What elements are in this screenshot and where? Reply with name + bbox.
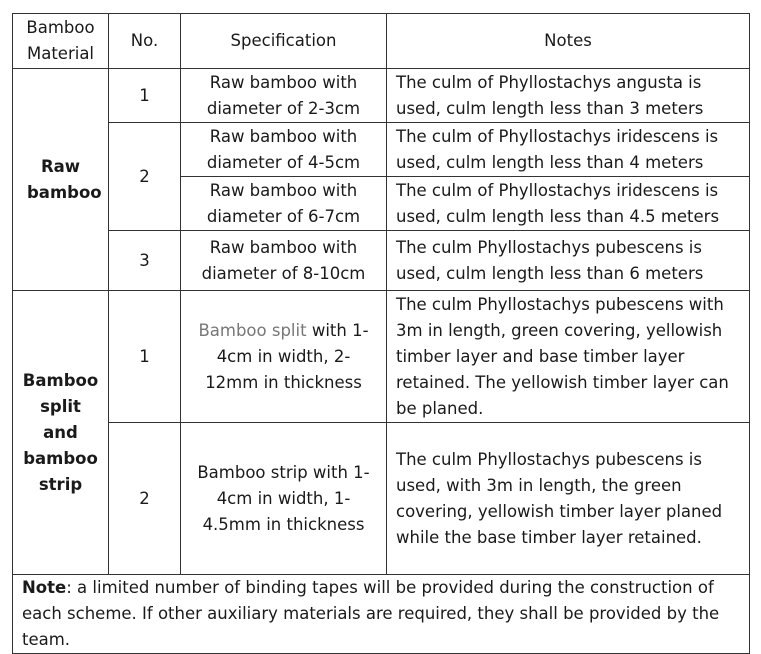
table-row: [13, 423, 750, 575]
row-specification: Bamboo strip with 1-4cm in width, 1-4.5mm in thickness: [181, 423, 387, 575]
row-number: 1: [109, 291, 181, 423]
row-notes: The culm of Phyllostachys angusta is used, culm length less than 3 meters: [387, 69, 750, 123]
header-row: [13, 14, 750, 69]
table-row: [13, 231, 750, 291]
row-number: 2: [109, 123, 181, 231]
row-notes: The culm Phyllostachys pubescens is used, culm length less than 6 meters: [387, 231, 750, 291]
spec-rest: with 1- 4cm in width, 2-12mm in thickness: [205, 320, 369, 392]
header-specification: Specification: [181, 14, 387, 69]
header-no: No.: [109, 14, 181, 69]
row-specification: Raw bamboo with diameter of 2-3cm: [181, 69, 387, 123]
row-notes: The culm of Phyllostachys iridescens is used, culm length less than 4 meters: [387, 123, 750, 177]
material-bamboo-split-strip: Bamboo split and bamboo strip: [13, 291, 109, 575]
row-number: 3: [109, 231, 181, 291]
row-specification: Raw bamboo with diameter of 4-5cm: [181, 123, 387, 177]
row-specification: Raw bamboo with diameter of 6-7cm: [181, 177, 387, 231]
footnote: [13, 575, 750, 654]
footnote-label: Note: [22, 578, 67, 597]
row-number: 2: [109, 423, 181, 575]
row-notes: The culm of Phyllostachys iridescens is used, culm length less than 4.5 meters: [387, 177, 750, 231]
row-notes: The culm Phyllostachys pubescens is used, with 3m in length, the green covering, yellowish timber layer planed while the base timber layer retained.: [387, 423, 750, 575]
material-raw-bamboo: Raw bamboo: [13, 69, 109, 291]
footnote-row: [13, 575, 750, 654]
table-row: [13, 291, 750, 423]
header-material: Bamboo Material: [13, 14, 109, 69]
table-row: [13, 69, 750, 123]
row-notes: The culm Phyllostachys pubescens with 3m in length, green covering, yellowish timber layer and base timber layer retained. The yellowish timber layer can be planed.: [387, 291, 750, 423]
row-number: 1: [109, 69, 181, 123]
header-notes: Notes: [387, 14, 750, 69]
spec-lead: Bamboo split: [198, 320, 307, 340]
footnote-text: : a limited number of binding tapes will be provided during the construction of each scheme. If other auxiliary materials are required, they shall be provided by the team.: [22, 578, 720, 649]
table-row: [13, 123, 750, 177]
materials-table: [12, 13, 750, 654]
row-specification: [181, 291, 387, 423]
row-specification: Raw bamboo with diameter of 8-10cm: [181, 231, 387, 291]
